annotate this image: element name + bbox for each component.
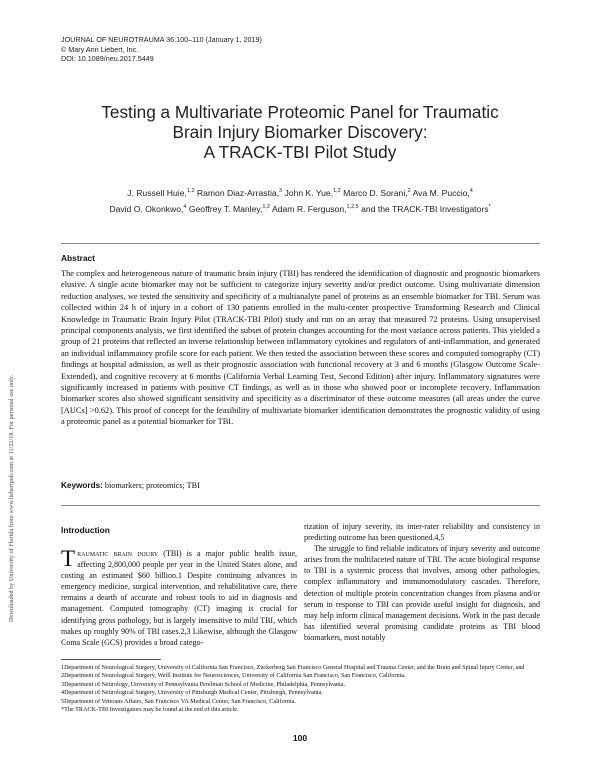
intro-right-p1: rization of injury severity, its inter-rater reliability and consistency in predicting outcome has been questioned.4,5 [304,522,540,543]
footnote: 3Department of Neurology, University of Pennsylvania Perelman School of Medicine, Philadelphia, Pennsylvania. [61,680,345,688]
author[interactable]: Adam R. Ferguson,$^{1,2,5}$ [271,203,359,214]
footnote: 5Department of Veterans Affairs, San Francisco VA Medical Center, San Francisco, California. [61,697,296,705]
intro-left-column [61,548,297,648]
author[interactable]: John K. Yue,$^{1,2}$ [284,187,341,198]
abstract-text: The complex and heterogeneous nature of traumatic brain injury (TBI) has rendered the identification of diagnostic and prognostic biomarkers elusive. A single acute biomarker may not be sufficient to categorize injury severity and/or predict outcome. Using multivariate dimension reduction analyses, we tested the sensitivity and specificity of a multianalyte panel of proteins as an ensemble biomarker for TBI. Serum was collected within 24 h of injury in a cohort of 130 patients enrolled in the multi-center prospective Transforming Research and Clinical Knowledge in Traumatic Brain Injury Pilot (TRACK-TBI Pilot) study and run on an array that measured 72 proteins. Using unsupervised principal components analysis, we first identified the subset of protein changes accounting for the most variance across patients. This yielded a group of 21 proteins that reflected an inverse relationship between inflammatory cytokines and regulators of anti-inflammation, and generated an individual inflammatory profile score for each patient. We then tested the association between these scores and computed tomography (CT) findings at hospital admission, as well as their prognostic association with functional recovery at 3 and 6 months (Glasgow Outcome Scale-Extended), and cognitive recovery at 6 months (California Verbal Learning Test, Second Edition) after injury. Inflammatory signatures were significantly increased in patients with positive CT findings, as well as in those who showed poor or incomplete recovery. Inflammation biomarker scores also showed significant sensitivity and specificity as a discriminator of these outcome measures (all areas under the curve [AUCs] >0.62). This proof of concept for the feasibility of multivariate biomarker identification demonstrates the prognostic validity of using a proteomic panel as a potential biomarker for TBI. [61,269,540,427]
page-number: 100 [292,733,308,743]
author-list [60,184,540,216]
title-line-2: Brain Injury Biomarker Discovery: [172,122,428,142]
footnote-divider [61,659,161,660]
journal-citation: JOURNAL OF NEUROTRAUMA 36:100–110 (January 1, 2019) [61,35,262,44]
divider [61,505,540,506]
keywords [61,481,200,490]
author[interactable]: and the TRACK-TBI Investigators* [361,203,491,214]
footnote: 4Department of Neurological Surgery, University of Pittsburgh Medical Center, Pittsburgh, Pennsylvania. [61,689,323,697]
title-line-3: A TRACK-TBI Pilot Study [203,142,397,162]
keywords-label: Keywords: [61,481,103,490]
author[interactable]: Marco D. Sorani,$^2$ [343,187,411,198]
journal-doi[interactable]: DOI: 10.1089/neu.2017.5449 [61,54,154,64]
intro-right-column [304,521,540,643]
author[interactable]: J. Russell Huie,$^{1,2}$ [127,187,195,198]
abstract-heading: Abstract [61,253,95,263]
author[interactable]: David O. Okonkwo,$^4$ [109,203,187,214]
footnote: *The TRACK-TBI Investigators may be found at the end of this article. [61,706,239,714]
footnote: 1Department of Neurological Surgery, University of California San Francisco, Zuckerberg San Francisco General Hospital and Trauma Center, and the Brain and Spinal Injury Center, and 2Department of Neurological Surgery, Weill Institute for Neurosciences, University of California San Francisco, San Francisco, California. [61,664,525,680]
author-line-2 [60,200,540,216]
title-line-1: Testing a Multivariate Proteomic Panel for Traumatic [101,102,499,122]
author[interactable]: Geoffrey T. Manley,$^{1,2}$ [188,203,271,214]
intro-right-p2: The struggle to find reliable indicators of injury severity and outcome arises from the multifaceted nature of TBI. The acute biological response to TBI is a systemic process that involves, among other pathologies, complex inflammatory and immunomodulatory cascades. Therefore, detection of multiple protein concentration changes from plasma and/or serum in response to TBI can provide useful insight for diagnosis, and may help inform clinical management decisions. Work in the past decade has identified several promising candidate proteins as TBI blood biomarkers, most notably [304,544,540,642]
introduction-heading: Introduction [61,525,110,535]
intro-lead: raumatic brain injury [77,549,159,558]
keywords-text: biomarkers; proteomics; TBI [104,481,200,490]
download-watermark: Downloaded by University of Florida from www.liebertpub.com at 11/22/18. For personal use only. [8,374,15,622]
journal-header [61,35,262,64]
author[interactable]: Ramon Diaz-Arrastia,$^3$ [196,187,283,198]
author-line-1 [60,184,540,200]
paper-title [60,102,540,162]
journal-copyright: © Mary Ann Liebert, Inc. [61,44,139,54]
author[interactable]: Ava M. Puccio,$^4$ [412,187,473,198]
affiliations [61,664,540,714]
divider [61,243,540,244]
intro-left-text: (TBI) is a major public health issue, affecting 2,800,000 people per year in the United States alone, and costing an estimated $60 billion.1 Despite continuing advances in emergency medicine, surgical intervention, and rehabilitative care, there remains a dearth of accurate and robust tools to aid in diagnosis and management. Computed tomography (CT) imaging is crucial for identifying gross pathology, but is largely insensitive to mild TBI, which makes up roughly 90% of TBI cases.2,3 Likewise, although the Glasgow Coma Scale (GCS) provides a broad catego- [61,549,298,647]
drop-cap: T [61,546,76,571]
